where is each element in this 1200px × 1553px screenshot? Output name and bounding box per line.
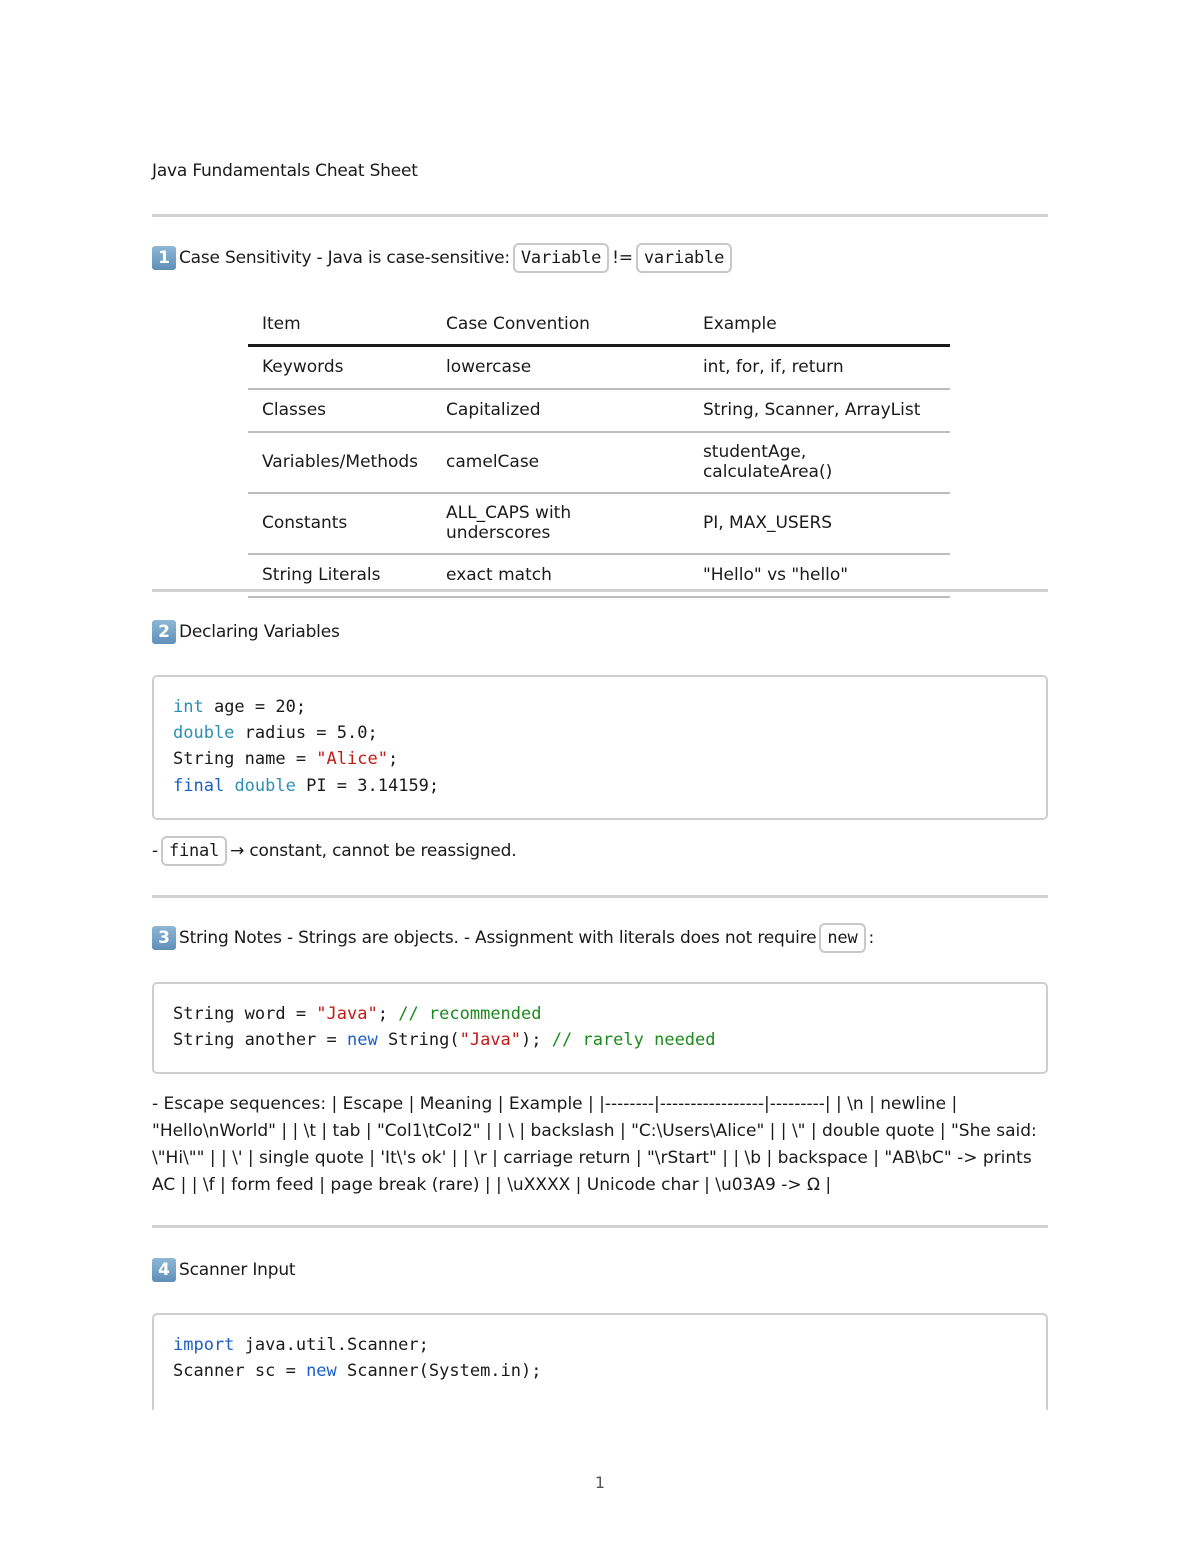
code-token: age = 20; [203, 697, 307, 717]
table-cell: "Hello" vs "hello" [689, 554, 950, 597]
section-2-text: Declaring Variables [179, 622, 340, 642]
table-cell: Constants [248, 493, 432, 554]
code-line [173, 697, 306, 717]
section-3-text: String Notes - Strings are objects. - Assignment with literals does not require [179, 928, 817, 948]
code-line [173, 749, 398, 769]
code-token: java.util.Scanner; [234, 1335, 429, 1355]
table-cell: Variables/Methods [248, 432, 432, 493]
code-line [173, 776, 439, 796]
table-cell: String, Scanner, ArrayList [689, 389, 950, 432]
note-text: → constant, cannot be reassigned. [230, 841, 517, 861]
table-row [248, 493, 950, 554]
code-token: ); [521, 1030, 552, 1050]
code-line [173, 1004, 542, 1024]
document-title: Java Fundamentals Cheat Sheet [152, 161, 418, 181]
column-header: Item [248, 306, 432, 346]
note-prefix: - [152, 841, 158, 861]
table-cell: Keywords [248, 346, 432, 390]
inline-code-new: new [819, 923, 865, 953]
section-4-heading [152, 1258, 295, 1282]
code-block-strings [152, 982, 1048, 1074]
escape-sequences-paragraph: - Escape sequences: | Escape | Meaning | Example | |--------|-----------------|---------| | \n | newline | "Hello\nWorld" | | \t | tab | "Col1\tCol2" | | \ | backslash | "C:\Users\Alice" | | \" | double quote | "She said: \"Hi\"" | | \' | single quote | 'It\'s ok' | | \r | carriage return | "\rStart" | | \b | backspace | "AB\bC" -> prints AC | | \f | form feed | page break (rare) | | \uXXXX | Unicode char | \u03A9 -> Ω | [152, 1094, 1037, 1195]
inline-code-variable-upper: Variable [513, 243, 609, 273]
section-2-heading [152, 620, 340, 644]
not-equal-operator: != [612, 248, 633, 268]
page-clip-mask [152, 1410, 1052, 1440]
table-cell: ALL_CAPS with underscores [432, 493, 689, 554]
divider [152, 895, 1048, 898]
code-comment: // rarely needed [551, 1030, 716, 1050]
number-1-icon: 1 [152, 246, 176, 270]
code-token: final [173, 776, 225, 796]
code-token: "Java" [316, 1004, 378, 1024]
heading-suffix: : [868, 928, 875, 948]
table-cell: Capitalized [432, 389, 689, 432]
table-row [248, 432, 950, 493]
inline-code-final: final [161, 836, 227, 866]
table-cell: int, for, if, return [689, 346, 950, 390]
page-number: 1 [594, 1473, 606, 1492]
column-header: Example [689, 306, 950, 346]
code-token: double [234, 776, 296, 796]
table-cell: Classes [248, 389, 432, 432]
section-3-heading [152, 923, 874, 953]
code-token: radius = 5.0; [234, 723, 378, 743]
code-token: new [306, 1361, 337, 1381]
code-token: double [173, 723, 235, 743]
case-convention-table [248, 306, 950, 598]
code-comment: // recommended [398, 1004, 542, 1024]
section-1-heading [152, 243, 735, 273]
code-token: "Java" [459, 1030, 522, 1050]
number-4-icon: 4 [152, 1258, 176, 1282]
divider [152, 1225, 1048, 1228]
code-line [173, 1030, 716, 1050]
table-cell: studentAge, calculateArea() [689, 432, 950, 493]
code-token: int [173, 697, 204, 717]
code-token: "Alice" [316, 749, 388, 769]
code-line [173, 1335, 429, 1355]
number-2-icon: 2 [152, 620, 176, 644]
code-token: ; [377, 1004, 399, 1024]
code-token: PI = 3.14159; [295, 776, 440, 796]
divider [152, 214, 1048, 217]
table-cell: lowercase [432, 346, 689, 390]
code-token: Scanner(System.in); [336, 1361, 542, 1381]
table-cell: camelCase [432, 432, 689, 493]
table-row [248, 389, 950, 432]
code-line [173, 723, 378, 743]
code-token: String( [377, 1030, 460, 1050]
section-4-text: Scanner Input [179, 1260, 296, 1280]
section-1-text: Case Sensitivity - Java is case-sensitive: [179, 248, 510, 268]
table-cell: String Literals [248, 554, 432, 597]
number-3-icon: 3 [152, 926, 176, 950]
code-token: Scanner sc = [173, 1361, 307, 1381]
table-cell: exact match [432, 554, 689, 597]
code-token: String another = [173, 1030, 347, 1050]
divider [152, 589, 1048, 592]
code-token: import [173, 1335, 235, 1355]
code-token: String name = [173, 749, 317, 769]
table-header-row [248, 306, 950, 346]
column-header: Case Convention [432, 306, 689, 346]
code-token: ; [387, 749, 399, 769]
table-row [248, 346, 950, 390]
inline-code-variable-lower: variable [636, 243, 732, 273]
code-block-declarations [152, 675, 1048, 820]
final-note [152, 836, 516, 866]
code-token: String word = [173, 1004, 317, 1024]
table-cell: PI, MAX_USERS [689, 493, 950, 554]
code-token: new [347, 1030, 378, 1050]
code-line [173, 1361, 541, 1381]
